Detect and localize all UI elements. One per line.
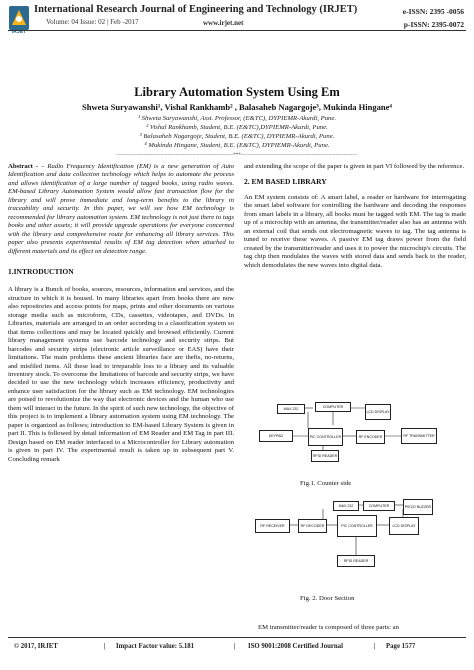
right-bottom-text: EM transmitter/reader is composed of three parts: an — [258, 624, 399, 631]
section-divider: ---------------------------------------------------------------------***--------------------------------------------------------------------- — [116, 152, 358, 158]
right-column — [244, 163, 466, 270]
affiliation-4: ⁴ Mukinda Hingane, Student, B.E. (E&TC), DYPIEMR-Akurdi, Pune. — [144, 142, 330, 149]
fig2-caption: Fig. 2. Door Section — [300, 595, 355, 602]
fig1-max232: MAX 232 — [277, 404, 305, 414]
logo-text: IRJET — [11, 29, 27, 35]
footer-copyright: © 2017, IRJET — [14, 643, 58, 650]
footer-rule — [8, 637, 466, 638]
em-library-text: An EM system consists of: A smart label, a reader or hardware for interrogating the smart label software for controlling the hardware and decoding the responses from smart labels in a library, all books must be tagged with EM. The tag is made up of a microchip with an antenna, the transmitter/reader also has an antenna with an external coil that sends out electromagnetic waves to tag. The tag antenna is tuned to receive these waves. A passive EM tag draws power from the field created by the transmitter/reader and uses it to power the microchip's circuits. The tag chip then modulates the waves with stored data and sends back to the reader, which demodulates the new waves into digital data. — [244, 193, 466, 269]
paper-authors: Shweta Suryawanshi¹, Vishal Rankhamb² , Balasaheb Nagargoje³, Mukinda Hingane⁴ — [82, 102, 392, 112]
fig1-rfid: RFID READER — [311, 450, 339, 462]
fig2-computer: COMPUTER — [363, 501, 395, 511]
figure-1-counter-side — [253, 400, 453, 460]
journal-title: International Research Journal of Engineering and Technology (IRJET) — [34, 4, 358, 15]
fig2-lcd: LCD DISPLAY — [389, 517, 419, 535]
abstract-label: Abstract - — [8, 163, 39, 170]
right-cont-text: and extending the scope of the paper is given in part VI followed by the reference. — [244, 163, 465, 170]
footer-page: Page 1577 — [386, 643, 416, 650]
left-column — [8, 163, 234, 464]
intro-text: A library is a Bunch of books, sources, resources, information and services, and the structure in which it is housed. In many libraries apart from books there are now also repositories and access points for maps, prints and other documents on various storage media such as microform, CDs, cassettes, videotapes, and DVDs. In Libraries, materials are arranged in an order according to a classification system so that items collections and may be located quickly and browsed efficiently. Current library management systems use barcode technology and security strips. But barcodes and security strips (electronic article surveillance or EAS) have their limitations. The main problems these ancient libraries face are thefts, no-returns, and misfiled items. All these lead to irreparable loss to a library and its valuable inventory stock. To overcome the limitations of barcode and security strips, we have decided to use the new technology which increases efficiency, productivity and enhance user satisfaction for the library such as EM technology. EM technologies are poised to revolutionize the way that electronic devices and the human who use them will interact in the future. In the spirit of such new technology, the objective of this project is to implement a library automation system using EM technology. The paper is organized as follows; introduction to EM-based Library System is given in part II. This is followed by detail information of EM Reader and EM Tag in part III. Design based on EM reader interfaced to a Microcontroller for Library automation is given in part IV. The experimental result is taken up in subsequent part V. Concluding remark — [8, 286, 234, 463]
fig1-pic: PIC CONTROLLER — [308, 428, 343, 446]
figure-2-door-section — [253, 497, 453, 569]
footer-impact: Impact Factor value: 5.181 — [116, 643, 195, 650]
intro-heading: 1.INTRODUCTION — [8, 266, 74, 276]
footer-separator-3: | — [374, 643, 376, 650]
footer-iso: ISO 9001:2008 Certified Journal — [248, 643, 343, 650]
em-library-heading: 2. EM BASED LIBRARY — [244, 177, 327, 187]
affiliation-2: ² Vishal Rankhamb, Student, B.E. (E&TC),DYPIEMR-Akurdi, Pune. — [146, 124, 328, 131]
website: www.irjet.net — [203, 19, 244, 27]
abstract-text: – Radio Frequency Identification (EM) is a new generation of Auto Identification and data collection technology which helps to automate the process and allows identification of a large number of tagged books, using radio waves. EM-based Library Automation System would allow fast transaction flow for the library and will prove immediate and long-term benefits to the library in traceability and security. In this paper, we will see how EM technology is recommended for library automation system. EM technology is not just there to tags books and other assets; it will provide upgrade operations for everyone concerned with the library and comprehensive route for enhancing all library services. This paper also presents experimental results of EM tag detection when attached to different materials and its effect on detection range. — [8, 163, 234, 255]
abstract — [8, 163, 234, 256]
affiliation-3: ³ Balasaheb Nagargoje, Student, B.E. (E&TC), DYPIEMR-Akurdi, Pune. — [139, 133, 335, 140]
eissn: e-ISSN: 2395 -0056 — [402, 7, 464, 16]
header-rule — [8, 30, 466, 31]
fig2-max232: MAX 232 — [333, 501, 359, 511]
fig1-computer: COMPUTER — [315, 402, 351, 412]
fig2-pic: PIC CONTROLLER — [337, 515, 377, 537]
fig1-lcd: LCD DISPLAY — [365, 404, 391, 420]
footer-separator-1: | — [104, 643, 106, 650]
footer-separator-2: | — [234, 643, 236, 650]
fig2-rf-decoder: RF DECODER — [298, 519, 327, 533]
pissn: p-ISSN: 2395-0072 — [403, 20, 464, 29]
fig1-keypad: KEYPAD — [259, 430, 293, 442]
fig1-caption: Fig.1. Counter side — [300, 480, 352, 487]
fig1-rf-transmitter: RF TRANSMITTER — [401, 428, 437, 444]
fig2-piezo: PIEZO BUZZER — [403, 499, 433, 515]
fig2-rfid: RFID READER — [337, 555, 375, 567]
affiliation-1: ¹ Shweta Suryawanshi, Asst. Professor, (E&TC), DYPIEMR-Akurdi, Pune. — [137, 115, 337, 122]
fig2-rf-receiver: RF RECEIVER — [255, 519, 290, 533]
fig1-rf-encoder: RF ENCODER — [356, 430, 385, 444]
volume-line: Volume: 04 Issue: 02 | Feb -2017 — [46, 18, 139, 26]
paper-title: Library Automation System Using Em — [134, 85, 340, 99]
